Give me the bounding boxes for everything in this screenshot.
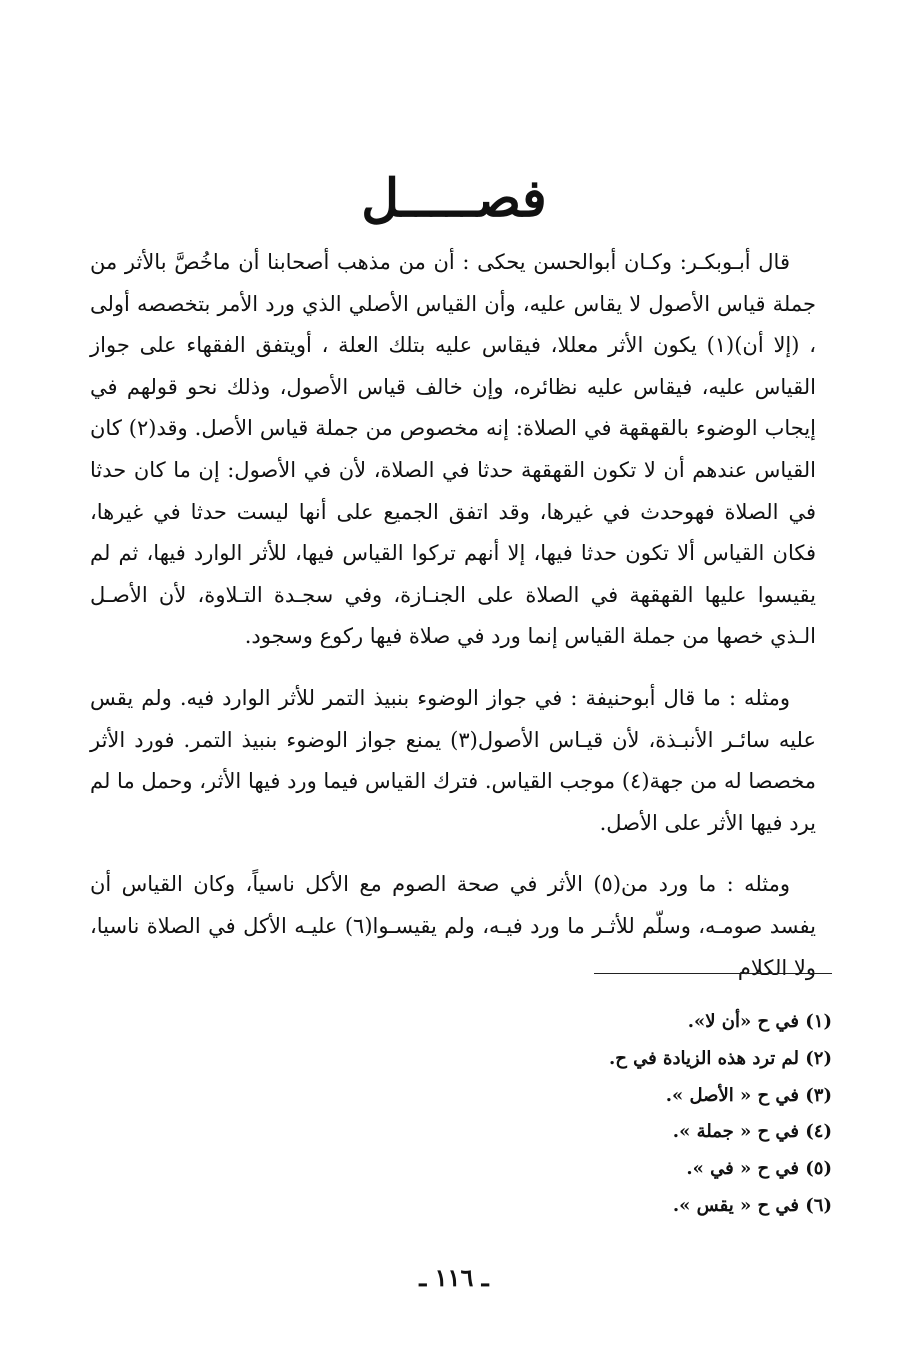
paragraph: قال أبـوبكـر: وكـان أبوالحسن يحكى : أن من مذهب أصحابنا أن ماخُصَّ بالأثر من جملة قياس الأصول لا يقاس عليه، وأن القياس الأصلي الذي ورد الأمر بتخصصه أولى ، (إلا أن)(١) يكون الأثر معللا، فيقاس عليه بتلك العلة ، أويتفق الفقهاء على جواز القياس عليه، فيقاس عليه نظائره، وإن خالف قياس الأصول، وذلك نحو قولهم في إيجاب الوضوء بالقهقهة في الصلاة: إنه مخصوص من جملة قياس الأصل. وقد(٢) كان القياس عندهم أن لا تكون القهقهة حدثا في الصلاة، لأن في الأصول: إن ما كان حدثا في الصلاة فهوحدث في غيرها، وقد اتفق الجميع على أنها ليست حدثا في غيرها، فكان القياس ألا تكون حدثا فيها، إلا أنهم تركوا القياس فيها، للأثر الوارد فيها، ثم لم يقيسوا عليها القهقهة في الصلاة على الجنـازة، وفي سجـدة التـلاوة، لأن الأصـل الـذي خصها من جملة القياس إنما ورد في صلاة فيها ركوع وسجود. — [90, 250, 816, 649]
paragraph: ومثله : ما ورد من(٥) الأثر في صحة الصوم مع الأكل ناسياً، وكان القياس أن يفسد صومـه، وسلّم للأثـر ما ورد فيـه، ولم يقيسـوا(٦) عليـه الأكل في الصلاة ناسيا، ولا الكلام — [90, 872, 816, 980]
footnote: (٦) في ح « يقس ». — [672, 1194, 832, 1216]
footnote: (١) في ح «أن لا». — [687, 1011, 832, 1032]
footnote: (٢) لم ترد هذه الزيادة في ح. — [609, 1047, 832, 1069]
footnote-separator — [594, 973, 832, 974]
footnotes-list — [332, 1004, 832, 1225]
footnote: (٤) في ح « جملة ». — [672, 1121, 832, 1143]
footnote: (٥) في ح « في ». — [686, 1158, 832, 1180]
footnote: (٣) في ح « الأصل ». — [665, 1084, 832, 1106]
page-number: ـ ١١٦ ـ — [419, 1263, 489, 1292]
main-text — [90, 242, 816, 989]
paragraph: ومثله : ما قال أبوحنيفة : في جواز الوضوء بنبيذ التمر للأثر الوارد فيه. ولم يقس عليه سائـر الأنبـذة، لأن قيـاس الأصول(٣) يمنع جواز الوضوء بنبيذ التمر. فورد الأثر مخصصا له من جهة(٤) موجب القياس. فترك القياس فيما ورد فيها الأثر، وحمل ما لم يرد فيها الأثر على الأصل. — [90, 685, 816, 835]
section-heading: فصـــــل — [361, 168, 547, 229]
